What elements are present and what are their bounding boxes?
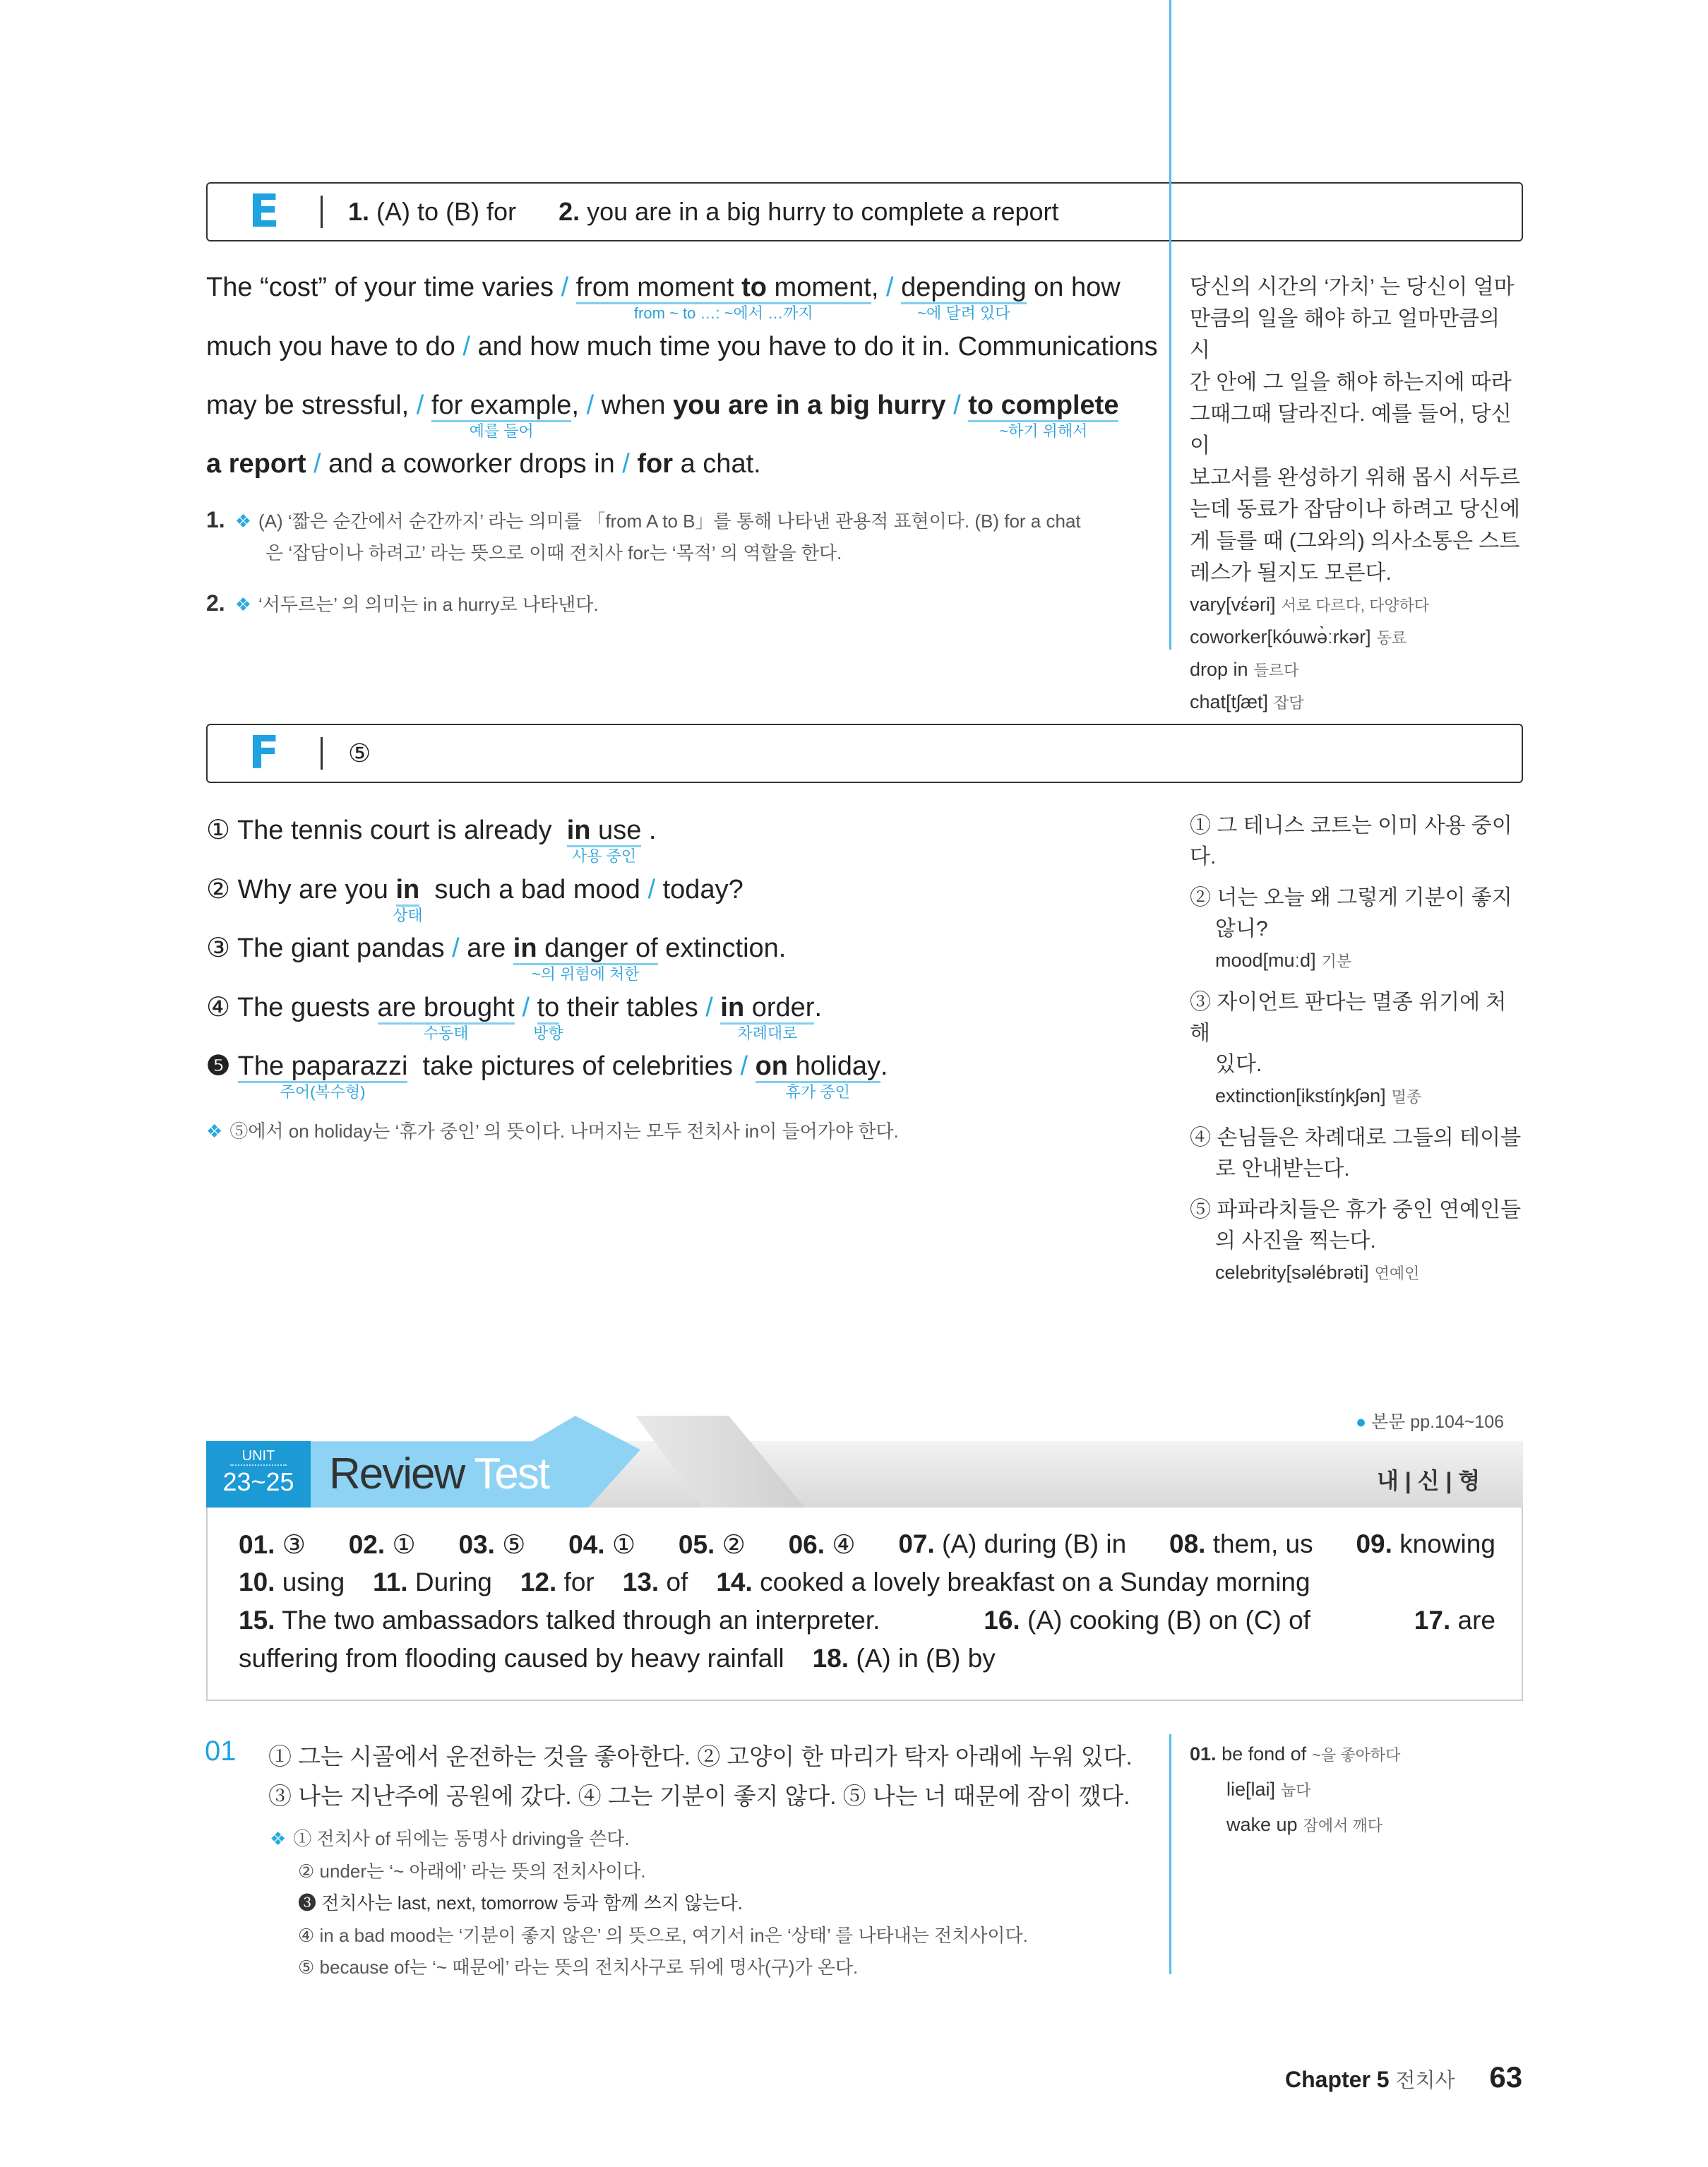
answer-number: 12. bbox=[520, 1568, 557, 1596]
answer-value: ④ bbox=[832, 1530, 856, 1559]
answer-row bbox=[239, 1606, 1495, 1644]
text-segment: and a coworker drops in bbox=[321, 449, 623, 479]
answer-value: you are in a big hurry to complete a report bbox=[587, 197, 1059, 226]
answer-item bbox=[349, 1529, 416, 1568]
vocab-item: coworker[kóuwə̀ːrkər] 동료 bbox=[1190, 626, 1407, 647]
gloss-annotation: 방향 bbox=[533, 1024, 563, 1042]
passage-line bbox=[206, 390, 1119, 440]
text-segment bbox=[961, 390, 969, 420]
text-segment: you are in a big hurry bbox=[673, 390, 946, 420]
text-segment bbox=[894, 273, 902, 302]
translation-line: 의 사진을 찍는다. bbox=[1215, 1229, 1376, 1253]
answer-value: ① bbox=[611, 1530, 636, 1559]
answer-number: 08. bbox=[1169, 1529, 1206, 1558]
answer-item bbox=[898, 1529, 1126, 1568]
underlined-phrase bbox=[237, 1051, 408, 1101]
answer-value: for bbox=[563, 1568, 595, 1596]
chunk-slash: / bbox=[561, 273, 569, 302]
gloss-annotation: 상태 bbox=[393, 906, 423, 924]
answer-number: 15. bbox=[239, 1606, 275, 1635]
underlined-phrase bbox=[755, 1051, 880, 1101]
translation-line: 는데 동료가 잡담이나 하려고 당신에 bbox=[1190, 498, 1521, 521]
answer-value: ③ bbox=[282, 1530, 306, 1559]
review-answers bbox=[239, 1529, 1495, 1682]
note-text: ⑤ because of는 ‘~ 때문에’ 라는 뜻의 전치사구로 뒤에 명사(구)가 온다. bbox=[298, 1957, 859, 1978]
answer-box-e bbox=[206, 182, 1523, 241]
sentence-line bbox=[206, 873, 743, 924]
chunk-slash: / bbox=[885, 273, 894, 302]
divider bbox=[321, 196, 323, 228]
answer-number: 02. bbox=[348, 1530, 386, 1559]
answer-number: 01. bbox=[239, 1530, 275, 1559]
translation-line: 있다. bbox=[1215, 1053, 1262, 1076]
answer-value: (A) to (B) for bbox=[376, 197, 517, 226]
text-segment: ① The tennis court is already bbox=[206, 816, 567, 845]
unit-badge bbox=[206, 1441, 311, 1508]
text-segment: such a bad mood bbox=[419, 875, 648, 905]
underlined-phrase bbox=[513, 933, 658, 983]
answer-item bbox=[1356, 1529, 1495, 1568]
translation-line: 그때그때 달라진다. 예를 들어, 당신이 bbox=[1190, 402, 1512, 458]
text-segment bbox=[713, 993, 721, 1022]
translation-line: 간 안에 그 일을 해야 하는지에 따라 bbox=[1190, 371, 1512, 394]
underlined-phrase bbox=[377, 993, 515, 1042]
answer-row bbox=[239, 1644, 1495, 1682]
text-segment bbox=[568, 273, 576, 302]
answer-text: ⑤ bbox=[348, 739, 371, 768]
answer-number: 10. bbox=[239, 1568, 275, 1596]
underlined-phrase bbox=[720, 993, 815, 1042]
text-segment: a chat. bbox=[673, 449, 761, 479]
translation-line: ③ 나는 지난주에 공원에 갔다. ④ 그는 기분이 좋지 않다. ⑤ 나는 너 때문에 잠이 깼다. bbox=[268, 1783, 1130, 1809]
diamond-icon: ❖ bbox=[206, 1121, 223, 1142]
translation-f bbox=[1190, 811, 1522, 1289]
gloss-annotation: 사용 중인 bbox=[571, 847, 637, 865]
text-segment: to bbox=[741, 273, 767, 302]
answer-row bbox=[239, 1529, 1495, 1568]
note-text: ① 전치사 of 뒤에는 동명사 driving을 쓴다. bbox=[293, 1828, 630, 1849]
sentence-line bbox=[206, 932, 787, 983]
text-segment: and how much time you have to do it in. Communications bbox=[470, 332, 1158, 362]
vocab-item: celebrity[səlébrəti] 연예인 bbox=[1215, 1262, 1420, 1283]
explanation-1 bbox=[206, 507, 1081, 565]
text-segment: today? bbox=[655, 875, 743, 905]
text-segment: to complete bbox=[968, 390, 1119, 420]
answer-number: 03. bbox=[458, 1530, 495, 1559]
chunk-slash: / bbox=[586, 390, 595, 420]
underlined-phrase bbox=[566, 816, 642, 865]
chunk-slash: / bbox=[647, 875, 656, 905]
chunk-slash: / bbox=[622, 449, 630, 479]
text-segment: ② Why are you bbox=[206, 875, 396, 905]
note-text: 은 ‘잡담이나 하려고’ 라는 뜻으로 이때 전치사 for는 ‘목적’ 의 역할을 한다. bbox=[265, 542, 842, 563]
answer-value: them, us bbox=[1212, 1529, 1313, 1558]
underlined-phrase bbox=[901, 273, 1027, 322]
gloss-annotation: ~하기 위해서 bbox=[999, 422, 1088, 440]
text-segment: , bbox=[871, 273, 886, 302]
text-segment: their tables bbox=[559, 993, 706, 1022]
answer-item bbox=[1414, 1606, 1495, 1644]
answer-item bbox=[239, 1568, 345, 1606]
answer-value: (A) in (B) by bbox=[856, 1644, 996, 1673]
explanation-2 bbox=[206, 590, 599, 616]
answer-number: 04. bbox=[568, 1530, 605, 1559]
underlined-phrase bbox=[575, 273, 871, 322]
text-segment: for bbox=[637, 449, 674, 479]
translation-line: 로 안내받는다. bbox=[1215, 1157, 1350, 1181]
chunk-slash: / bbox=[416, 390, 424, 420]
answer-number: 07. bbox=[898, 1529, 935, 1558]
text-segment: depending bbox=[901, 273, 1027, 302]
text-segment bbox=[946, 390, 954, 420]
sentence-line bbox=[206, 814, 657, 865]
text-segment: ❺ bbox=[206, 1051, 238, 1081]
review-title: Review Test bbox=[329, 1450, 549, 1498]
text-segment: use bbox=[590, 816, 642, 845]
sentence-line bbox=[206, 991, 823, 1042]
chunk-slash: / bbox=[522, 993, 530, 1022]
answer-item bbox=[239, 1529, 306, 1568]
answer-number: 14. bbox=[716, 1568, 753, 1596]
answer-value: knowing bbox=[1399, 1529, 1495, 1558]
translation-line: 만큼의 일을 해야 하고 얼마만큼의 시 bbox=[1190, 307, 1500, 362]
answer-value: of bbox=[666, 1568, 688, 1596]
answer-item bbox=[623, 1568, 688, 1606]
answer-item bbox=[520, 1568, 595, 1606]
vocab-item: drop in 들르다 bbox=[1190, 659, 1299, 680]
answer-item bbox=[568, 1529, 635, 1568]
note-text: ‘서두르는’ 의 의미는 in a hurry로 나타낸다. bbox=[258, 594, 599, 615]
underlined-phrase bbox=[431, 390, 572, 440]
text-segment: in bbox=[513, 933, 537, 963]
answer-item bbox=[239, 1606, 880, 1644]
gloss-annotation: 예를 들어 bbox=[469, 422, 534, 440]
translation-line: ① 그 테니스 코트는 이미 사용 중이다. bbox=[1190, 814, 1512, 868]
text-segment: . bbox=[880, 1051, 888, 1081]
text-segment: The paparazzi bbox=[237, 1051, 408, 1081]
passage-line bbox=[206, 273, 1121, 322]
translation-line: 당신의 시간의 ‘가치’ 는 당신이 얼마 bbox=[1190, 275, 1515, 299]
text-segment: from moment bbox=[575, 273, 742, 302]
answer-text bbox=[348, 197, 1059, 227]
answer-value: (A) cooking (B) on (C) of bbox=[1027, 1606, 1310, 1635]
answer-value: ② bbox=[722, 1530, 746, 1559]
answer-item bbox=[373, 1568, 492, 1606]
gloss-annotation: ~의 위험에 처한 bbox=[531, 965, 640, 983]
translation-line: ③ 자이언트 판다는 멸종 위기에 처해 bbox=[1190, 991, 1507, 1045]
translation-line: 레스가 될지도 모른다. bbox=[1190, 561, 1392, 585]
chunk-slash: / bbox=[452, 933, 460, 963]
text-segment: on how bbox=[1026, 273, 1121, 302]
answer-item bbox=[716, 1568, 1310, 1606]
gloss-annotation: 수동태 bbox=[423, 1024, 469, 1042]
translation-line: 게 들를 때 (그와의) 의사소통은 스트 bbox=[1190, 530, 1520, 553]
text-segment: , bbox=[571, 390, 587, 420]
text-segment: much you have to do bbox=[206, 332, 463, 362]
section-letter: E bbox=[249, 186, 280, 238]
text-segment: . bbox=[814, 993, 823, 1022]
gloss-annotation: ~에 달려 있다 bbox=[917, 304, 1010, 322]
explanation-f bbox=[206, 1117, 899, 1143]
underlined-phrase bbox=[968, 390, 1119, 440]
translation-line: ④ 손님들은 차례대로 그들의 테이블 bbox=[1190, 1126, 1522, 1150]
text-segment: in bbox=[720, 993, 745, 1022]
answer-item bbox=[239, 1644, 784, 1682]
note-text: ② under는 ‘~ 아래에’ 라는 뜻의 전치사이다. bbox=[298, 1860, 646, 1882]
answer-number: 05. bbox=[678, 1530, 715, 1559]
answer-number: 16. bbox=[984, 1606, 1020, 1635]
text-segment bbox=[530, 993, 537, 1022]
answer-item bbox=[813, 1644, 996, 1682]
exam-tag: 내 | 신 | 형 bbox=[1377, 1468, 1481, 1493]
text-segment: take pictures of celebrities bbox=[407, 1051, 741, 1081]
text-segment: extinction. bbox=[657, 933, 787, 963]
underlined-phrase bbox=[393, 875, 423, 924]
divider bbox=[321, 737, 323, 770]
text-segment: are brought bbox=[377, 993, 515, 1022]
answer-number: 13. bbox=[622, 1568, 659, 1596]
text-segment: ④ The guests bbox=[206, 993, 378, 1022]
vocab-item: chat[tʃæt] 잡담 bbox=[1190, 691, 1304, 712]
text-segment bbox=[306, 449, 313, 479]
text-segment: holiday bbox=[788, 1051, 880, 1081]
gloss-annotation: 차례대로 bbox=[737, 1024, 798, 1042]
underlined-phrase bbox=[533, 993, 563, 1042]
text-segment: to bbox=[537, 993, 560, 1022]
translation-e bbox=[1190, 271, 1522, 719]
question-translation bbox=[268, 1737, 1133, 1816]
gloss-annotation: from ~ to …: ~에서 …까지 bbox=[633, 304, 813, 322]
text-segment: may be stressful, bbox=[206, 390, 417, 420]
diamond-icon: ❖ bbox=[234, 511, 251, 532]
vocab-item: mood[muːd] 기분 bbox=[1215, 950, 1352, 971]
section-letter: F bbox=[249, 727, 280, 780]
page-reference bbox=[1356, 1408, 1504, 1433]
answer-value: During bbox=[414, 1568, 492, 1596]
answer-number: 09. bbox=[1356, 1529, 1392, 1558]
note-text: ⑤에서 on holiday는 ‘휴가 중인’ 의 뜻이다. 나머지는 모두 전치사 in이 들어가야 한다. bbox=[229, 1121, 899, 1142]
text-segment: for example bbox=[431, 390, 572, 420]
text-segment: on bbox=[755, 1051, 788, 1081]
answer-value: ① bbox=[392, 1530, 416, 1559]
page-number: 63 bbox=[1489, 2060, 1523, 2094]
column-divider bbox=[1169, 0, 1171, 406]
chunk-slash: / bbox=[953, 390, 961, 420]
text-segment bbox=[424, 390, 431, 420]
text-segment: ③ The giant pandas bbox=[206, 933, 453, 963]
text-segment: when bbox=[594, 390, 674, 420]
answer-item bbox=[984, 1606, 1310, 1644]
note-number: 2. bbox=[206, 590, 225, 616]
question-number: 01 bbox=[205, 1736, 237, 1767]
answer-number: 17. bbox=[1414, 1606, 1451, 1635]
answer-number: 11. bbox=[373, 1568, 408, 1596]
translation-line: ⑤ 파파라치들은 휴가 중인 연예인들 bbox=[1190, 1198, 1522, 1222]
answer-number: 2. bbox=[559, 197, 580, 226]
translation-line: 않니? bbox=[1215, 917, 1268, 941]
unit-range: 23~25 bbox=[222, 1467, 294, 1496]
gloss-annotation: 휴가 중인 bbox=[785, 1082, 850, 1101]
passage-line bbox=[206, 332, 1158, 362]
vocab-item: extinction[ikstíŋkʃən] 멸종 bbox=[1215, 1085, 1422, 1106]
passage-line bbox=[206, 449, 761, 479]
answer-item bbox=[679, 1529, 746, 1568]
answer-value: The two ambassadors talked through an interpreter. bbox=[282, 1606, 880, 1635]
reference-text: 본문 pp.104~106 bbox=[1371, 1412, 1505, 1432]
bullet-icon: ● bbox=[1356, 1412, 1367, 1432]
answer-value: using bbox=[282, 1568, 345, 1596]
text-segment: The “cost” of your time varies bbox=[206, 273, 561, 302]
sentence-line bbox=[206, 1050, 888, 1101]
unit-label: UNIT bbox=[230, 1448, 287, 1466]
note-number: 1. bbox=[206, 507, 225, 532]
translation-line: ① 그는 시골에서 운전하는 것을 좋아한다. ② 고양이 한 마리가 탁자 아래에 누워 있다. bbox=[268, 1743, 1133, 1769]
diamond-icon: ❖ bbox=[270, 1828, 287, 1849]
answer-value: are bbox=[1457, 1606, 1495, 1635]
text-segment: are bbox=[459, 933, 513, 963]
answer-number: 06. bbox=[788, 1530, 825, 1559]
question-vocab: 01. be fond of ~을 좋아하다 lie[lai] 눕다 wake up 잠에서 깨다 bbox=[1190, 1743, 1401, 1835]
answer-item bbox=[789, 1529, 856, 1568]
text-segment: danger of bbox=[537, 933, 658, 963]
note-text: (A) ‘짧은 순간에서 순간까지’ 라는 의미를 「from A to B」를 통해 나타낸 관용적 표현이다. (B) for a chat bbox=[258, 511, 1081, 532]
vocab-number: 01. bbox=[1190, 1743, 1217, 1765]
answer-item bbox=[458, 1529, 525, 1568]
text-segment bbox=[515, 993, 522, 1022]
answer-number: 1. bbox=[348, 197, 370, 226]
translation-line: 보고서를 완성하기 위해 몹시 서두르 bbox=[1190, 466, 1521, 489]
answer-row bbox=[239, 1568, 1495, 1606]
note-text: ④ in a bad mood는 ‘기분이 좋지 않은’ 의 뜻으로, 여기서 in은 ‘상태’ 를 나타내는 전치사이다. bbox=[298, 1924, 1028, 1946]
text-segment: in bbox=[566, 816, 591, 845]
chapter-title: 전치사 bbox=[1395, 2070, 1455, 2092]
chunk-slash: / bbox=[313, 449, 321, 479]
note-text: ❸ 전치사는 last, next, tomorrow 등과 함께 쓰지 않는다. bbox=[298, 1892, 743, 1914]
chunk-slash: / bbox=[705, 993, 713, 1022]
translation-line: ② 너는 오늘 왜 그렇게 기분이 좋지 bbox=[1190, 886, 1512, 909]
text-segment: moment bbox=[766, 273, 871, 302]
answer-box-f bbox=[206, 724, 1523, 783]
text-segment bbox=[748, 1051, 756, 1081]
question-notes bbox=[270, 1823, 1028, 1984]
answer-value: ⑤ bbox=[502, 1530, 526, 1559]
answer-value: cooked a lovely breakfast on a Sunday morning bbox=[760, 1568, 1310, 1596]
text-segment: . bbox=[641, 816, 657, 845]
answer-number: 18. bbox=[812, 1644, 849, 1673]
answer-value: suffering from flooding caused by heavy rainfall bbox=[239, 1644, 784, 1673]
column-divider bbox=[1169, 1734, 1171, 1974]
chunk-slash: / bbox=[740, 1051, 748, 1081]
text-segment: a report bbox=[206, 449, 306, 479]
diamond-icon: ❖ bbox=[234, 594, 251, 615]
text-segment bbox=[630, 449, 638, 479]
chapter-label: Chapter 5 bbox=[1285, 2067, 1390, 2092]
chunk-slash: / bbox=[462, 332, 470, 362]
page-footer bbox=[1285, 2060, 1522, 2094]
text-segment: order bbox=[744, 993, 815, 1022]
text-segment: in bbox=[395, 875, 420, 905]
gloss-annotation: 주어(복수형) bbox=[280, 1082, 366, 1101]
answer-item bbox=[1169, 1529, 1313, 1568]
answer-value: (A) during (B) in bbox=[942, 1529, 1127, 1558]
vocab-item: vary[vέəri] 서로 다르다, 다양하다 bbox=[1190, 594, 1430, 615]
